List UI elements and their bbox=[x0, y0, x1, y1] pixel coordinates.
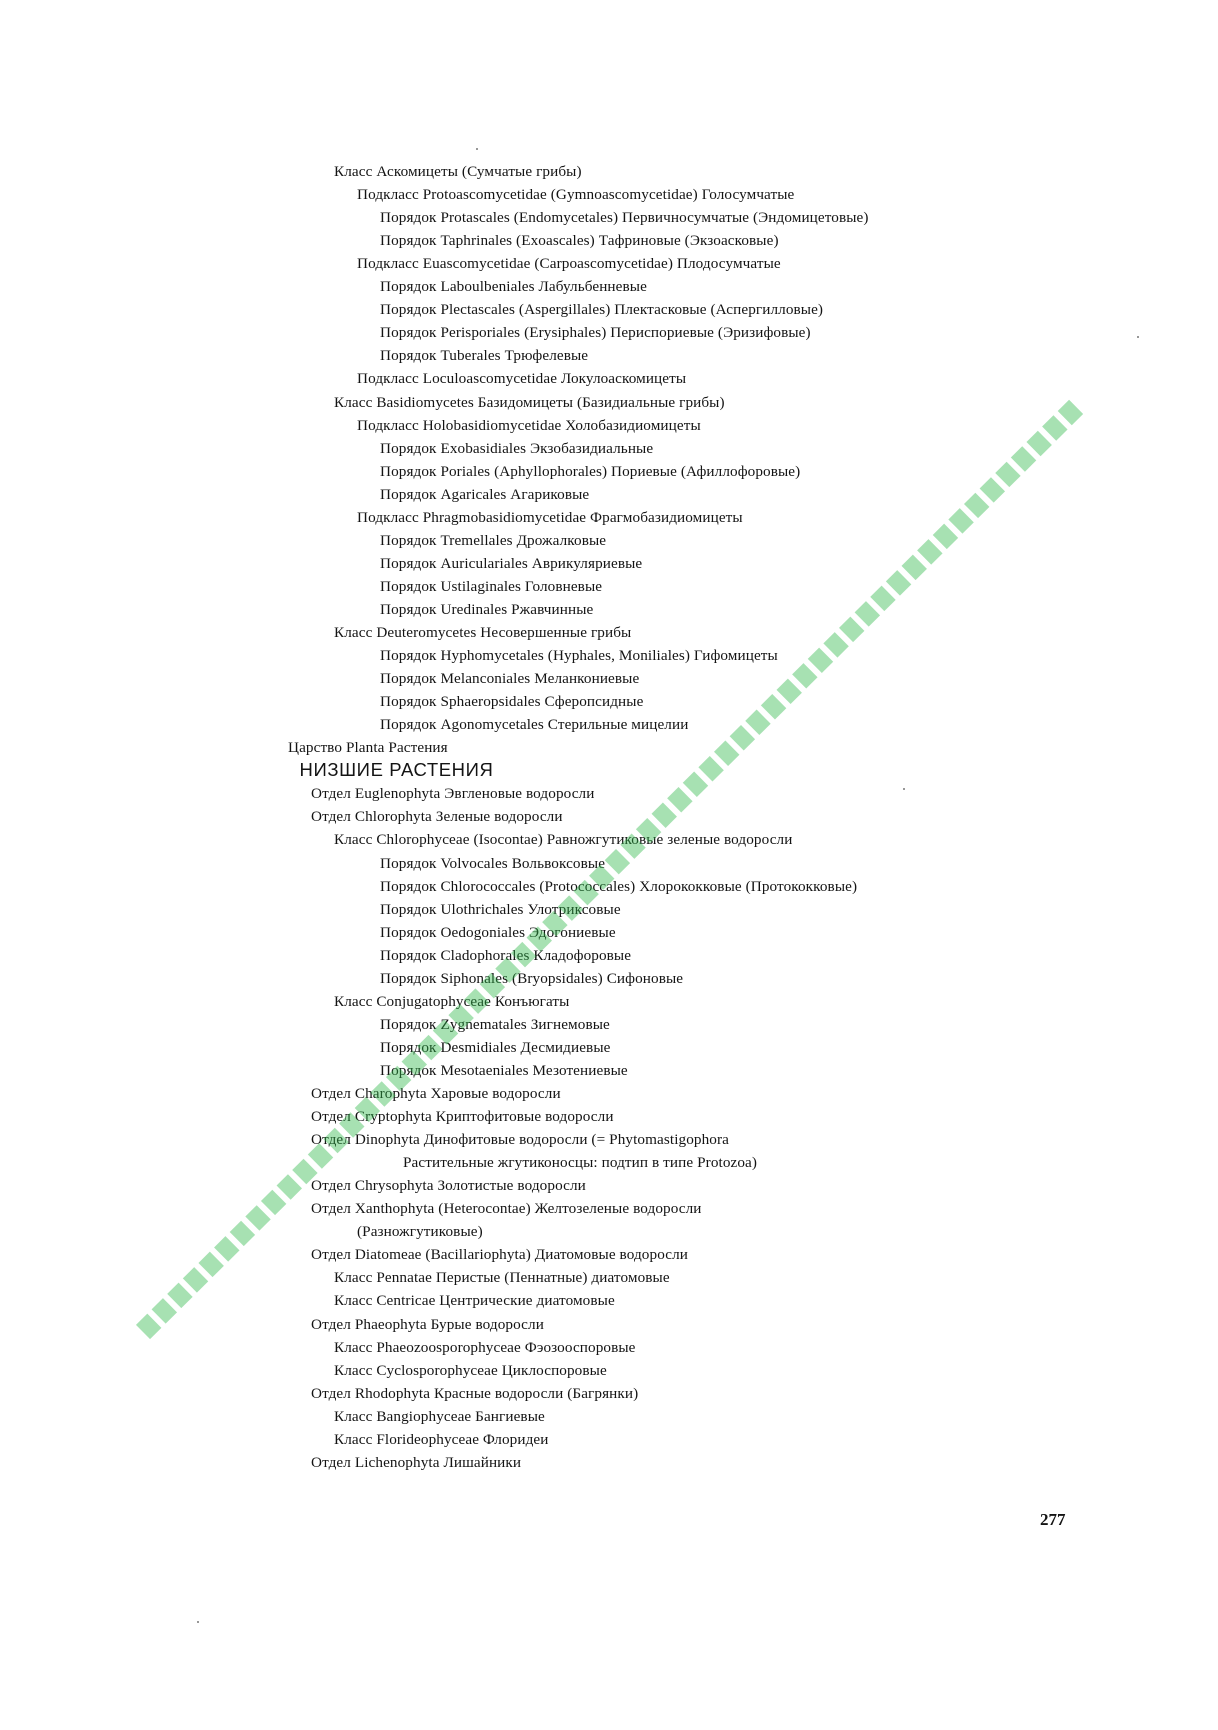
taxon-line: Порядок Desmidiales Десмидиевые bbox=[380, 1038, 611, 1056]
taxon-line: Царство Planta Растения bbox=[288, 739, 448, 757]
taxon-line: Порядок Mesotaeniales Мезотениевые bbox=[380, 1061, 628, 1079]
taxon-line: Отдел Chrysophyta Золотистые водоросли bbox=[311, 1177, 586, 1195]
taxon-line: Порядок Uredinales Ржавчинные bbox=[380, 600, 594, 618]
page-number: 277 bbox=[1040, 1510, 1066, 1529]
taxon-line: Порядок Cladophorales Кладофоровые bbox=[380, 946, 632, 964]
scan-speck bbox=[476, 148, 478, 150]
taxon-line: Подкласс Holobasidiomycetidae Холобазидиомицеты bbox=[357, 416, 701, 434]
section-heading: НИЗШИЕ РАСТЕНИЯ bbox=[299, 759, 494, 781]
taxon-line: Порядок Plectascales (Aspergillales) Плектасковые (Аспергилловые) bbox=[380, 301, 824, 319]
taxon-line: (Разножгутиковые) bbox=[357, 1223, 483, 1241]
taxon-line: Отдел Diatomeae (Bacillariophyta) Диатомовые водоросли bbox=[311, 1246, 689, 1264]
taxon-line: Отдел Cryptophyta Криптофитовые водоросли bbox=[311, 1108, 614, 1126]
taxon-line: Порядок Taphrinales (Exoascales) Тафриновые (Экзоасковые) bbox=[380, 232, 779, 250]
taxon-line: Подкласс Euascomycetidae (Carpoascomycetidae) Плодосумчатые bbox=[357, 255, 781, 273]
taxon-line: Порядок Agaricales Агариковые bbox=[380, 485, 590, 503]
taxon-line: Класс Conjugatophyceae Конъюгаты bbox=[334, 992, 570, 1010]
taxon-line: Класс Phaeozoosporophyceae Фэозооспоровые bbox=[334, 1338, 636, 1356]
taxon-line: Класс Centricae Центрические диатомовые bbox=[334, 1292, 615, 1310]
taxon-line: Отдел Rhodophyta Красные водоросли (Багрянки) bbox=[311, 1384, 639, 1402]
taxon-line: Порядок Ustilaginales Головневые bbox=[380, 577, 603, 595]
scan-speck bbox=[903, 788, 905, 790]
taxon-line: Порядок Auriculariales Аврикуляриевые bbox=[380, 554, 643, 572]
taxon-line: Порядок Siphonales (Bryopsidales) Сифоновые bbox=[380, 969, 684, 987]
taxon-line: Порядок Oedogoniales Эдогониевые bbox=[380, 923, 616, 941]
taxon-line: Порядок Protascales (Endomycetales) Первичносумчатые (Эндомицетовые) bbox=[380, 209, 869, 227]
taxon-line: Класс Basidiomycetes Базидомицеты (Базидиальные грибы) bbox=[334, 393, 725, 411]
taxon-line: Порядок Poriales (Aphyllophorales) Пориевые (Афиллофоровые) bbox=[380, 462, 801, 480]
taxon-line: Порядок Zygnematales Зигнемовые bbox=[380, 1015, 610, 1033]
taxon-line: Класс Cyclosporophyceae Циклоспоровые bbox=[334, 1361, 607, 1379]
taxon-line: Порядок Laboulbeniales Лабульбенневые bbox=[380, 278, 647, 296]
taxon-line: Порядок Tremellales Дрожалковые bbox=[380, 531, 607, 549]
taxon-line: Отдел Euglenophyta Эвгленовые водоросли bbox=[311, 785, 595, 803]
taxon-line: Класс Chlorophyceae (Isocontae) Равножгутиковые зеленые водоросли bbox=[334, 831, 793, 849]
taxon-line: Отдел Phaeophyta Бурые водоросли bbox=[311, 1315, 544, 1333]
taxon-line: Порядок Hyphomycetales (Hyphales, Moniliales) Гифомицеты bbox=[380, 647, 778, 665]
taxon-line: Порядок Exobasidiales Экзобазидиальные bbox=[380, 439, 654, 457]
scan-speck bbox=[197, 1621, 199, 1623]
taxon-line: Класс Bangiophyceae Бангиевые bbox=[334, 1407, 545, 1425]
taxon-line: Подкласс Phragmobasidiomycetidae Фрагмобазидиомицеты bbox=[357, 508, 743, 526]
taxon-line: Класс Florideophyceae Флоридеи bbox=[334, 1430, 549, 1448]
taxon-line: Порядок Sphaeropsidales Сферопсидные bbox=[380, 693, 644, 711]
taxon-line: Класс Pennatae Перистые (Пеннатные) диатомовые bbox=[334, 1269, 670, 1287]
taxon-line: Отдел Chlorophyta Зеленые водоросли bbox=[311, 808, 563, 826]
taxon-line: Порядок Perisporiales (Erysiphales) Периспориевые (Эризифовые) bbox=[380, 324, 811, 342]
taxon-line: Класс Deuteromycetes Несовершенные грибы bbox=[334, 624, 632, 641]
taxon-line: Порядок Volvocales Вольвоксовые bbox=[380, 854, 606, 872]
taxon-line: Растительные жгутиконосцы: подтип в типе Protozoa) bbox=[403, 1154, 758, 1172]
taxon-line: Порядок Chlorococcales (Protococcales) Хлорококковые (Протококковые) bbox=[380, 877, 858, 895]
taxon-line: Порядок Agonomycetales Стерильные мицелии bbox=[380, 716, 689, 734]
taxon-line: Порядок Tuberales Трюфелевые bbox=[380, 347, 589, 365]
taxon-line: Подкласс Protoascomycetidae (Gymnoascomycetidae) Голосумчатые bbox=[357, 186, 795, 204]
taxon-line: Порядок Melanconiales Меланкониевые bbox=[380, 670, 640, 688]
taxon-line: Отдел Dinophyta Динофитовые водоросли (= Phytomastigophora bbox=[311, 1131, 729, 1149]
taxon-line: Отдел Xanthophyta (Heterocontae) Желтозеленые водоросли bbox=[311, 1200, 702, 1218]
taxon-line: Порядок Ulothrichales Улотриксовые bbox=[380, 900, 621, 918]
scan-speck bbox=[1137, 336, 1139, 338]
taxon-line: Отдел Charophyta Харовые водоросли bbox=[311, 1085, 561, 1102]
taxon-line: Подкласс Loculoascomycetidae Локулоаскомицеты bbox=[357, 370, 687, 388]
taxon-line: Класс Аскомицеты (Сумчатые грибы) bbox=[334, 163, 582, 180]
taxon-line: Отдел Lichenophyta Лишайники bbox=[311, 1453, 522, 1471]
